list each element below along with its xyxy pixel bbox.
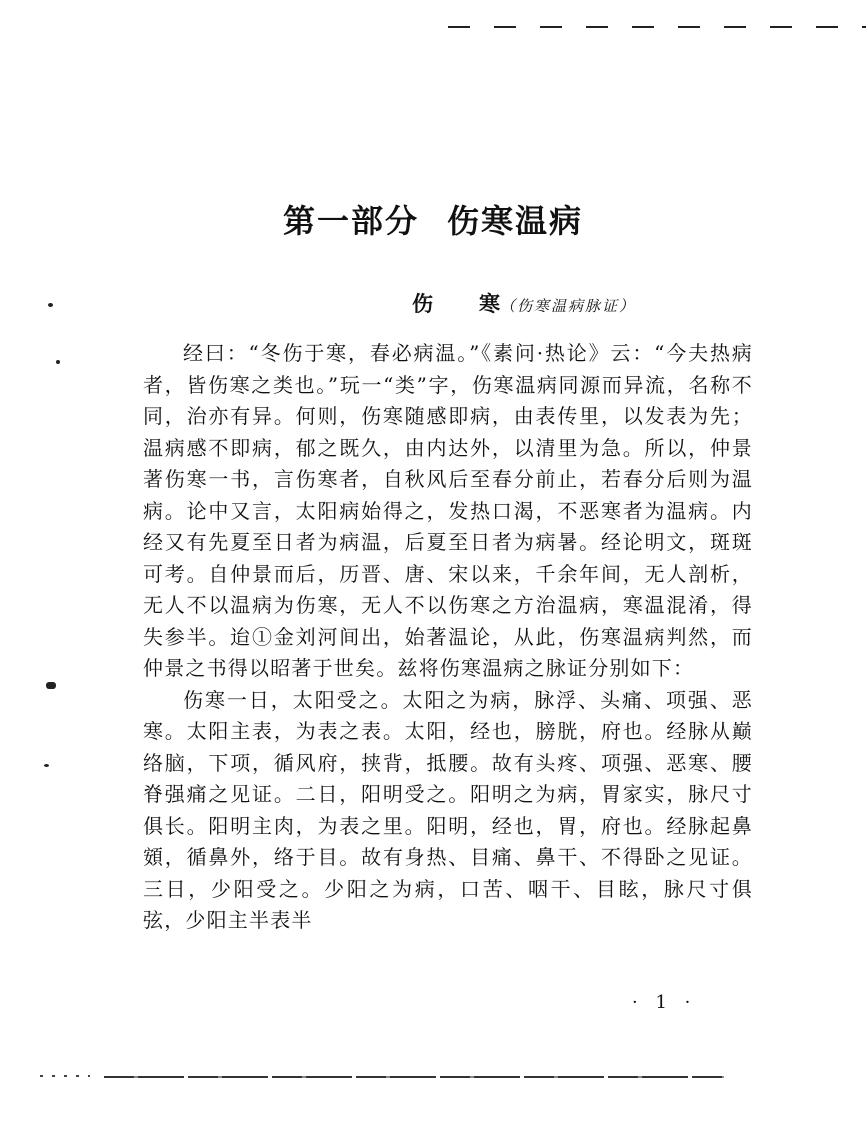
bottom-rule	[104, 1076, 724, 1078]
section-subtitle: （伤寒温病脉证）	[500, 297, 637, 315]
chapter-title-name: 伤寒温病	[447, 202, 584, 240]
paragraph: 经曰：“冬伤于寒，春必病温。”《素问·热论》云：“今夫热病者，皆伤寒之类也。”玩一“类”字，伤寒温病同源而异流，名称不同，治亦有异。何则，伤寒随感即病，由表传里，以发表为先；温病感不即病，郁之既久，由内达外，以清里为急。所以，仲景著伤寒一书，言伤寒者，自秋风后至春分前止，若春分后则为温病。论中又言，太阳病始得之，发热口渴，不恶寒者为温病。内经又有先夏至日者为病温，后夏至日者为病暑。经论明文，斑斑可考。自仲景而后，历晋、唐、宋以来，千余年间，无人剖析，无人不以温病为伤寒，无人不以伤寒之方治温病，寒温混淆，得失参半。迨①金刘河间出，始著温论，从此，伤寒温病判然，而仲景之书得以昭著于世矣。兹将伤寒温病之脉证分别如下：	[143, 341, 753, 680]
paragraph: 伤寒一日，太阳受之。太阳之为病，脉浮、头痛、项强、恶寒。太阳主表，为表之表。太阳，经也，膀胱，府也。经脉从巅络脑，下项，循风府，挟背，抵腰。故有头疼、项强、恶寒、腰脊强痛之见证。二日，阳明受之。阳明之为病，胃家实，脉尺寸俱长。阳明主肉，为表之里。阳明，经也，胃，府也。经脉起鼻頞，循鼻外，络于目。故有身热、目痛、鼻干、不得卧之见证。三日，少阳受之。少阳之为病，口苦、咽干、目眩，脉尺寸俱弦，少阳主半表半	[143, 687, 753, 932]
margin-speck	[44, 764, 49, 767]
margin-speck	[56, 360, 60, 364]
chapter-title-part: 第一部分	[282, 202, 419, 240]
body-text	[143, 338, 753, 937]
margin-speck	[46, 682, 56, 689]
page-number: · 1 ·	[632, 992, 697, 1013]
top-dashed-line	[448, 26, 866, 28]
bottom-dotted-line	[40, 1075, 90, 1077]
section-heading-char: 寒	[479, 291, 500, 316]
chapter-title	[0, 196, 866, 242]
section-heading	[412, 288, 636, 318]
margin-speck	[48, 303, 53, 307]
section-heading-char: 伤	[412, 291, 433, 316]
